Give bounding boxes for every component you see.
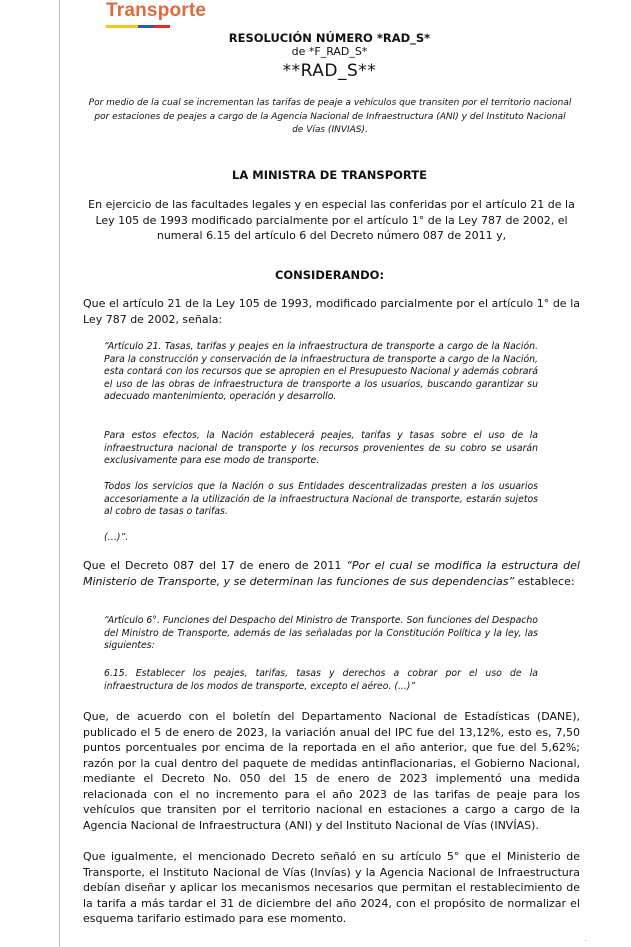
quote-article-21: “Artículo 21. Tasas, tarifas y peajes en la infraestructura de transporte a cargo de la Nación. Para la construcción y conservación de la infraestructura de transporte a cargo de la Nación, esta contará con los recursos que se apropien en el Presupuesto Nacional y además cobrará el uso de las obras de infraestructura de transporte a los usuarios, buscando garantizar su adecuado mantenimiento, operación y desarrollo. bbox=[104, 341, 538, 402]
paragraph-2 bbox=[83, 558, 580, 589]
ministry-logo: Transporte bbox=[106, 0, 207, 21]
flag-red bbox=[154, 25, 170, 28]
corner-mark: · bbox=[584, 937, 587, 945]
flag-stripe bbox=[106, 25, 170, 28]
quote-article-21-services: Todos los servicios que la Nación o sus Entidades descentralizadas presten a los usuarios accesoriamente a la utilización de la infraestructura Nacional de transporte, estarán sujetos al cobro de tasas o tarifas. bbox=[104, 481, 538, 517]
quote-numeral-6-15: 6.15. Establecer los peajes, tarifas, tasas y derechos a cobrar por el uso de la infraestructura de los modos de transporte, excepto el aéreo. (...)” bbox=[104, 668, 538, 692]
radicado-number: **RAD_S** bbox=[282, 61, 377, 81]
decree-title: “Por el cual se modifica la estructura del Ministerio de Transporte, y se determinan las funciones de sus dependencias” bbox=[83, 559, 580, 588]
intro-paragraph: En ejercicio de las facultades legales y en especial las conferidas por el artículo 21 de la Ley 105 de 1993 modificado parcialmente por el artículo 1° de la Ley 787 de 2002, el numeral 6.15 del artículo 6 del Decreto número 087 de 2011 y, bbox=[88, 198, 575, 242]
flag-yellow bbox=[106, 25, 138, 28]
quote-ellipsis: (…)”. bbox=[104, 532, 129, 543]
flag-blue bbox=[138, 25, 154, 28]
quote-article-21-effects: Para estos efectos, la Nación establecerá peajes, tarifas y tasas sobre el uso de la infraestructura nacional de transporte y los recursos provenientes de su cobro se usarán exclusivamente para ese modo de transporte. bbox=[104, 430, 538, 466]
paragraph-3: Que, de acuerdo con el boletín del Departamento Nacional de Estadísticas (DANE), publicado el 5 de enero de 2023, la variación anual del IPC fue del 13,12%, esto es, 7,50 puntos porcentuales por encima de la reportada en el año anterior, que fue del 5,62%; razón por la cual dentro del paquete de medidas antinflacionarias, el Gobierno Nacional, mediante el Decreto No. 050 del 15 de enero de 2023 implementó una medida relacionada con el no incremento para el año 2023 de las tarifas de peaje para los vehículos que transiten por el territorio nacional en estaciones a cargo a cargo de la Agencia Nacional de Infraestructura (ANI) y del Instituto Nacional de Vías (INVÍAS). bbox=[83, 710, 580, 832]
resolution-summary: Por medio de la cual se incrementan las tarifas de peaje a vehículos que transiten por el territorio nacional por estaciones de peajes a cargo de la Agencia Nacional de Infraestructura (ANI) y del Instituto Nacional de Vías (INVIAS). bbox=[88, 98, 572, 135]
paragraph-4: Que igualmente, el mencionado Decreto señaló en su artículo 5° que el Ministerio de Transporte, el Instituto Nacional de Vías (Invías) y la Agencia Nacional de Infraestructura debían diseñar y aplicar los mecanismos necesarios que permitan el restablecimiento de la tarifa a más tardar el 31 de diciembre del año 2024, con el propósito de normalizar el esquema tarifario estimado para ese momento. bbox=[83, 850, 580, 925]
paragraph-2-end: establece: bbox=[514, 574, 575, 588]
quote-article-6: “Artículo 6°. Funciones del Despacho del Ministro de Transporte. Son funciones del Despacho del Ministro de Transporte, además de las señaladas por la Constitución Política y la ley, las siguientes: bbox=[104, 615, 538, 651]
page-left-edge bbox=[59, 0, 60, 947]
paragraph-2-start: Que el Decreto 087 del 17 de enero de 2011 bbox=[83, 559, 347, 572]
considering-heading: CONSIDERANDO: bbox=[274, 268, 385, 282]
resolution-date: de *F_RAD_S* bbox=[291, 45, 368, 58]
resolution-title: RESOLUCIÓN NÚMERO *RAD_S* bbox=[228, 31, 431, 45]
paragraph-1: Que el artículo 21 de la Ley 105 de 1993, modificado parcialmente por el artículo 1° de la Ley 787 de 2002, señala: bbox=[83, 297, 580, 326]
minister-heading: LA MINISTRA DE TRANSPORTE bbox=[232, 168, 427, 182]
